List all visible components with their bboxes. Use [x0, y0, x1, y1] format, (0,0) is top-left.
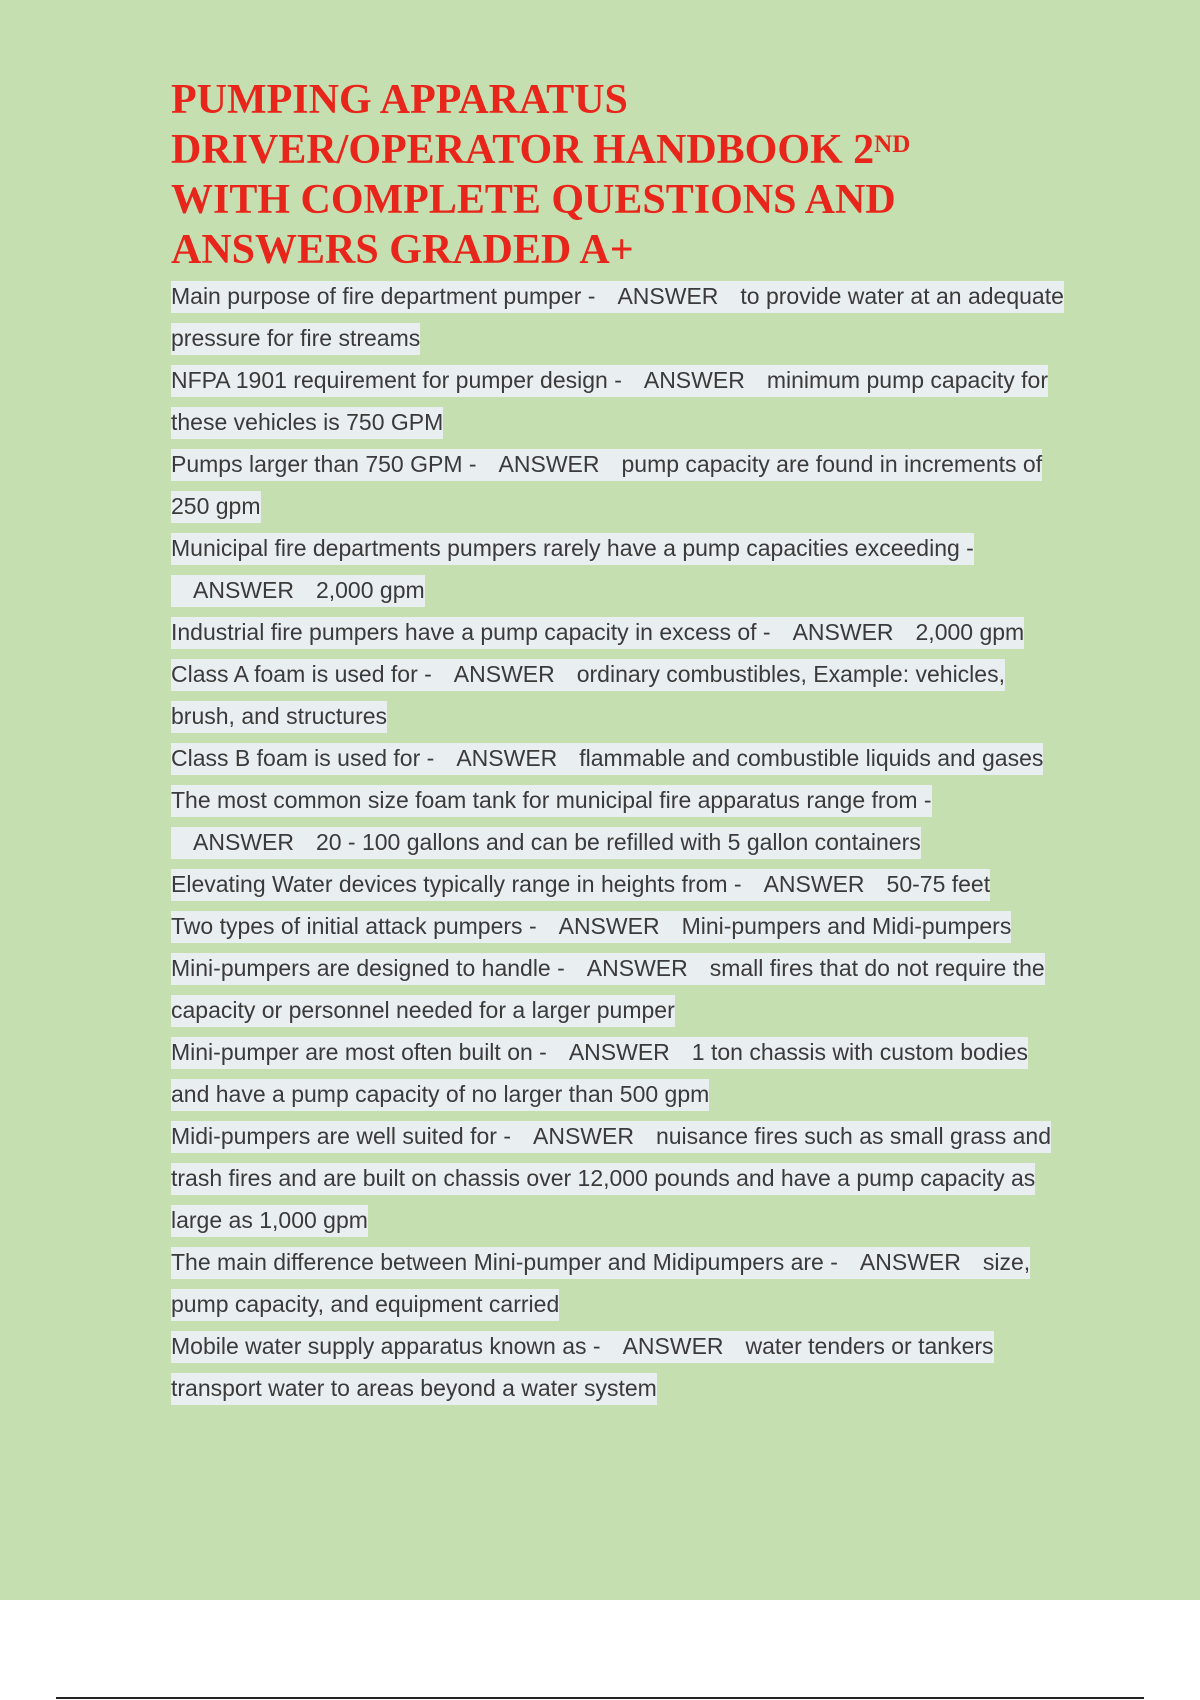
question-text: The most common size foam tank for municipal fire apparatus range from - — [171, 787, 932, 813]
question-text: Midi-pumpers are well suited for - — [171, 1123, 512, 1149]
question-text: Elevating Water devices typically range in heights from - — [171, 871, 742, 897]
question-text: NFPA 1901 requirement for pumper design - — [171, 367, 622, 393]
qa-item — [171, 1241, 1071, 1325]
answer-keyword: ANSWER — [617, 283, 719, 309]
qa-highlight — [171, 785, 932, 859]
question-text: Municipal fire departments pumpers rarely have a pump capacities exceeding - — [171, 535, 974, 561]
qa-item — [171, 443, 1071, 527]
title-line-2: DRIVER/OPERATOR HANDBOOK 2 — [171, 127, 875, 173]
title-line-4: ANSWERS GRADED A+ — [171, 227, 634, 273]
answer-text: 2,000 gpm — [915, 619, 1025, 645]
question-text: Mini-pumper are most often built on - — [171, 1039, 547, 1065]
answer-text: to provide water at an adequate pressure for fire streams — [171, 283, 1064, 351]
answer-text: water tenders or tankers transport water to areas beyond a water system — [171, 1333, 994, 1401]
document-title — [171, 75, 1071, 275]
answer-text: minimum pump capacity for these vehicles is 750 GPM — [171, 367, 1049, 435]
qa-item — [171, 779, 1071, 863]
answer-text: small fires that do not require the capacity or personnel needed for a larger pumper — [171, 955, 1045, 1023]
answer-keyword: ANSWER — [456, 745, 558, 771]
answer-keyword: ANSWER — [498, 451, 600, 477]
question-text: The main difference between Mini-pumper and Midipumpers are - — [171, 1249, 838, 1275]
qa-highlight — [171, 659, 1005, 733]
answer-keyword: ANSWER — [193, 829, 294, 855]
qa-highlight — [171, 1331, 994, 1405]
qa-highlight — [171, 281, 1064, 355]
qa-item — [171, 905, 1071, 947]
qa-item — [171, 653, 1071, 737]
answer-keyword: ANSWER — [622, 1333, 724, 1359]
qa-item — [171, 1115, 1071, 1241]
qa-item — [171, 611, 1071, 653]
question-text: Pumps larger than 750 GPM - — [171, 451, 477, 477]
qa-highlight — [171, 533, 974, 607]
qa-highlight — [171, 743, 1043, 775]
answer-keyword: ANSWER — [533, 1123, 634, 1149]
answer-keyword: ANSWER — [792, 619, 894, 645]
title-line-3: WITH COMPLETE QUESTIONS AND — [171, 177, 896, 223]
qa-highlight — [171, 1037, 1028, 1111]
document-content — [171, 75, 1071, 1409]
qa-item — [171, 359, 1071, 443]
answer-text: flammable and combustible liquids and gases — [579, 745, 1044, 771]
qa-highlight — [171, 911, 1011, 943]
title-line-1: PUMPING APPARATUS — [171, 77, 628, 123]
answer-text: 50-75 feet — [886, 871, 991, 897]
question-text: Industrial fire pumpers have a pump capacity in excess of - — [171, 619, 771, 645]
answer-text: nuisance fires such as small grass and trash fires and are built on chassis over 12,000 pounds and have a pump capacity as large as 1,000 gpm — [171, 1123, 1051, 1233]
footer-divider — [56, 1697, 1144, 1699]
answer-text: pump capacity are found in increments of 250 gpm — [171, 451, 1043, 519]
question-text: Class A foam is used for - — [171, 661, 432, 687]
qa-highlight — [171, 869, 990, 901]
answer-keyword: ANSWER — [643, 367, 745, 393]
qa-highlight — [171, 1121, 1051, 1237]
qa-item — [171, 1325, 1071, 1409]
answer-keyword: ANSWER — [453, 661, 555, 687]
title-superscript: ND — [874, 131, 911, 158]
qa-item — [171, 737, 1071, 779]
answer-text: 20 - 100 gallons and can be refilled with 5 gallon containers — [315, 829, 921, 855]
qa-highlight — [171, 449, 1042, 523]
qa-item — [171, 947, 1071, 1031]
question-text: Main purpose of fire department pumper - — [171, 283, 596, 309]
answer-keyword: ANSWER — [859, 1249, 961, 1275]
qa-highlight — [171, 1247, 1030, 1321]
answer-keyword: ANSWER — [586, 955, 688, 981]
answer-text: 2,000 gpm — [315, 577, 425, 603]
answer-keyword: ANSWER — [193, 577, 294, 603]
qa-item — [171, 527, 1071, 611]
question-text: Class B foam is used for - — [171, 745, 435, 771]
answer-keyword: ANSWER — [568, 1039, 670, 1065]
answer-keyword: ANSWER — [558, 913, 660, 939]
qa-item — [171, 1031, 1071, 1115]
qa-list — [171, 275, 1071, 1409]
qa-item — [171, 863, 1071, 905]
answer-keyword: ANSWER — [763, 871, 865, 897]
qa-highlight — [171, 365, 1048, 439]
answer-text: size, pump capacity, and equipment carried — [171, 1249, 1031, 1317]
question-text: Mini-pumpers are designed to handle - — [171, 955, 565, 981]
answer-text: ordinary combustibles, Example: vehicles, brush, and structures — [171, 661, 1005, 729]
answer-text: Mini-pumpers and Midi-pumpers — [681, 913, 1012, 939]
question-text: Two types of initial attack pumpers - — [171, 913, 537, 939]
qa-item — [171, 275, 1071, 359]
answer-text: 1 ton chassis with custom bodies and have a pump capacity of no larger than 500 gpm — [171, 1039, 1028, 1107]
question-text: Mobile water supply apparatus known as - — [171, 1333, 601, 1359]
qa-highlight — [171, 617, 1024, 649]
qa-highlight — [171, 953, 1045, 1027]
